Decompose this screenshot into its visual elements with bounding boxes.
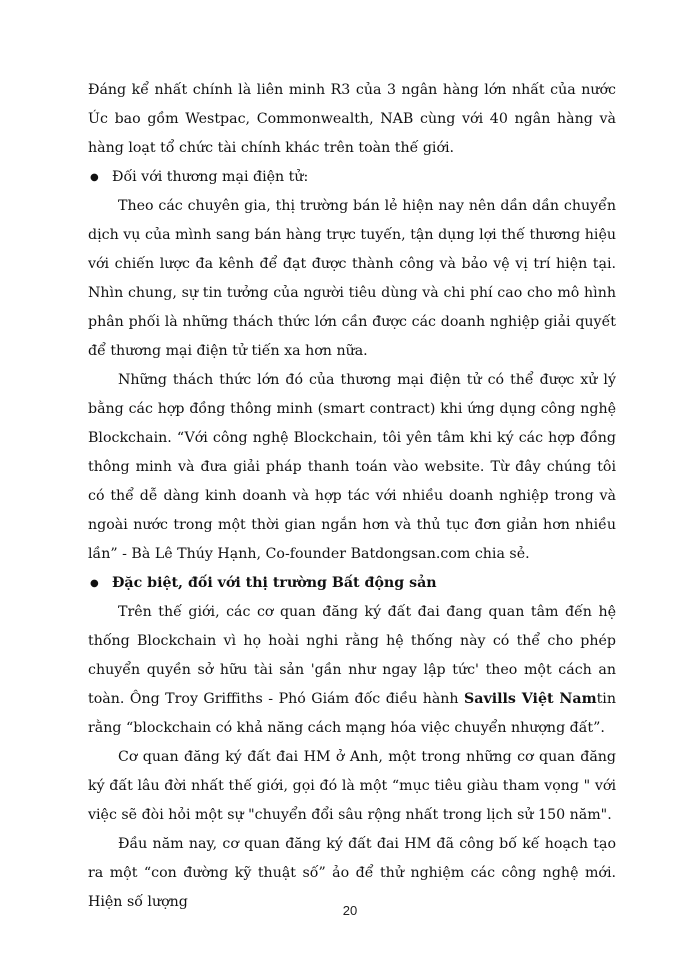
paragraph-land-registry-text-2: tin rằng “blockchain có khả năng cách mạng hóa việc chuyển nhượng đất”. [88,691,616,736]
paragraph-hm-land-registry: Cơ quan đăng ký đất đai HM ở Anh, một trong những cơ quan đăng ký đất lâu đời nhất thế giới, gọi đó là một “mục tiêu giàu tham vọng " với việc sẽ đòi hỏi một sự "chuyển đổi sâu rộng nhất trong lịch sử 150 năm". [88,749,616,823]
paragraph-land-registry-world [88,598,616,743]
bullet-ecommerce-text: Đối với thương mại điện tử: [112,169,309,185]
paragraph-smart-contract: Những thách thức lớn đó của thương mại điện tử có thể được xử lý bằng các hợp đồng thông minh (smart contract) khi ứng dụng công nghệ Blockchain. “Với công nghệ Blockchain, tôi yên tâm khi ký các hợp đồng thông minh và đưa giải pháp thanh toán vào website. Từ đây chúng tôi có thể dễ dàng kinh doanh và hợp tác với nhiều doanh nghiệp trong và ngoài nước trong một thời gian ngắn hơn và thủ tục đơn giản hơn nhiều lần” - Bà Lê Thúy Hạnh, Co-founder Batdongsan.com chia sẻ. [88,372,616,562]
bullet-real-estate-text: Đặc biệt, đối với thị trường Bất động sản [112,575,437,591]
bullet-ecommerce [88,163,616,192]
paragraph-land-registry-text-1: Trên thế giới, các cơ quan đăng ký đất đai đang quan tâm đến hệ thống Blockchain vì họ hoài nghi rằng hệ thống này có thể cho phép chuyển quyền sở hữu tài sản 'gần như ngay lập tức' theo một cách an toàn. Ông Troy Griffiths - Phó Giám đốc điều hành [88,604,616,707]
page-number: 20 [342,903,358,918]
document-body [88,76,616,917]
paragraph-r3-alliance: Đáng kể nhất chính là liên minh R3 của 3 ngân hàng lớn nhất của nước Úc bao gồm Westpac, Commonwealth, NAB cùng với 40 ngân hàng và hàng loạt tổ chức tài chính khác trên toàn thế giới. [88,82,616,156]
bullet-icon: ● [90,172,99,183]
company-name-savills: Savills Việt Nam [464,691,597,707]
paragraph-digital-street: Đầu năm nay, cơ quan đăng ký đất đai HM đã công bố kế hoạch tạo ra một “con đường kỹ thuật số” ảo để thử nghiệm các công nghệ mới. Hiện số lượng [88,836,616,910]
bullet-real-estate [88,569,616,598]
bullet-icon: ● [90,578,99,589]
paragraph-ecommerce-experts: Theo các chuyên gia, thị trường bán lẻ hiện nay nên dần dần chuyển dịch vụ của mình sang bán hàng trực tuyến, tận dụng lợi thế thương hiệu với chiến lược đa kênh để đạt được thành công và bảo vệ vị trí hiện tại. Nhìn chung, sự tin tưởng của người tiêu dùng và chi phí cao cho mô hình phân phối là những thách thức lớn cần được các doanh nghiệp giải quyết để thương mại điện tử tiến xa hơn nữa. [88,198,616,359]
